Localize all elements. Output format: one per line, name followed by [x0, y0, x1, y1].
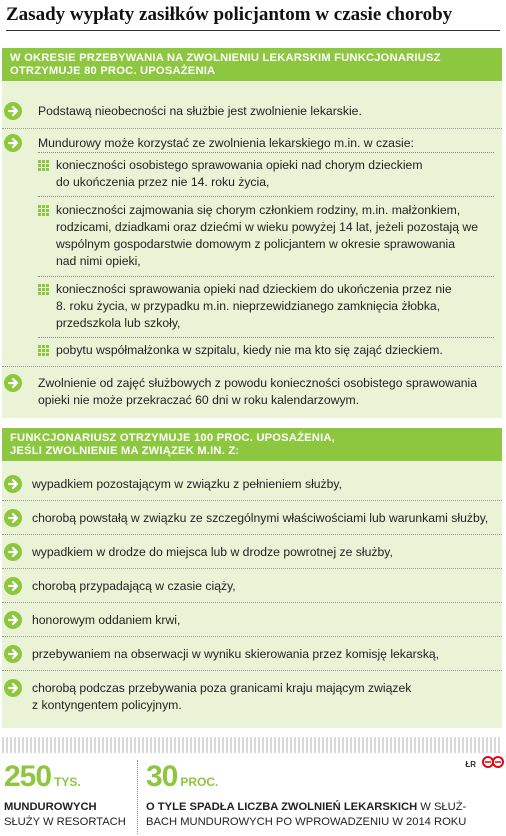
- divider: [38, 152, 494, 153]
- arrow-right-icon: [4, 102, 22, 120]
- divider: [38, 196, 494, 197]
- sub-item: pobytu współmałżonka w szpitalu, kiedy nie ma kto się zająć dzieckiem.: [38, 342, 494, 362]
- stat-250: 250 TYS. MUNDUROWYCH SŁUŻY W RESORTACH: [4, 760, 126, 828]
- list-item: Podstawą nieobecności na służbie jest zwolnienie lekarskie.: [2, 100, 502, 124]
- arrow-right-icon: [4, 611, 22, 629]
- decorative-stripe: [2, 737, 502, 753]
- arrow-right-icon: [4, 374, 22, 392]
- grid-bullet-icon: [38, 160, 49, 171]
- divider: [137, 760, 138, 834]
- section-100-percent: [2, 428, 502, 728]
- page-title: Zasady wypłaty zasiłków policjantom w czasie choroby: [6, 4, 500, 31]
- divider: [2, 500, 502, 501]
- sub-item: konieczności zajmowania się chorym członkiem rodziny, m.in. małżonkiem, rodzicami, dziadkami oraz dziećmi w wieku powyżej 14 lat, jeżeli pozostają we wspólnym gospodarstwie domowym z policjantem w okresie sprawowania nad nimi opieki,: [38, 202, 494, 272]
- list-item: honorowym oddaniem krwi,: [2, 608, 502, 632]
- divider: [2, 366, 502, 367]
- author-credit: ŁR: [465, 760, 476, 769]
- sub-item: konieczności osobistego sprawowania opieki nad chorym dzieckiem do ukończenia przez nie 14. roku życia,: [38, 157, 494, 193]
- sub-item: konieczności sprawowania opieki nad dzieckiem do ukończenia przez nie 8. roku życia, w przypadku m.in. nieprzewidzianego zamknięcia żłobka, przedszkola lub szkoły,: [38, 281, 494, 333]
- divider: [2, 568, 502, 569]
- list-item: Zwolnienie od zajęć służbowych z powodu konieczności osobistego sprawowania opieki nie może przekraczać 60 dni w roku kalendarzowym.: [2, 372, 502, 412]
- stat-30: 30 PROC. O TYLE SPADŁA LICZBA ZWOLNIEŃ LEKARSKICH W SŁUŻ- BACH MUNDUROWYCH PO WPROWADZENIU W 2014 ROKU: [146, 760, 467, 828]
- divider: [2, 636, 502, 637]
- divider: [38, 276, 494, 277]
- grid-bullet-icon: [38, 205, 49, 216]
- divider: [2, 534, 502, 535]
- divider: [2, 128, 502, 129]
- divider: [38, 337, 494, 338]
- section-heading: W OKRESIE PRZEBYWANIA NA ZWOLNIENIU LEKARSKIM FUNKCJONARIUSZ OTRZYMUJE 80 PROC. UPOSAŻENIA: [2, 48, 502, 81]
- divider: [2, 602, 502, 603]
- arrow-right-icon: [4, 509, 22, 527]
- section-80-percent: [2, 48, 502, 418]
- list-item: chorobą podczas przebywania poza granicami kraju mającym związek z kontyngentem policyjnym.: [2, 676, 502, 720]
- list-item: Mundurowy może korzystać ze zwolnienia lekarskiego m.in. w czasie:: [2, 132, 502, 156]
- divider: [2, 670, 502, 671]
- list-item: chorobą przypadającą w czasie ciąży,: [2, 574, 502, 598]
- arrow-right-icon: [4, 577, 22, 595]
- arrow-right-icon: [4, 134, 22, 152]
- list-item: chorobą powstałą w związku ze szczególnymi właściwościami lub warunkami służby,: [2, 506, 502, 530]
- grid-bullet-icon: [38, 284, 49, 295]
- arrow-right-icon: [4, 475, 22, 493]
- arrow-right-icon: [4, 543, 22, 561]
- list-item: wypadkiem w drodze do miejsca lub w drodze powrotnej ze służby,: [2, 540, 502, 564]
- section-heading: FUNKCJONARIUSZ OTRZYMUJE 100 PROC. UPOSAŻENIA, JEŚLI ZWOLNIENIE MA ZWIĄZEK M.IN. Z:: [2, 428, 502, 461]
- arrow-right-icon: [4, 679, 22, 697]
- brand-logo-icon: [482, 756, 504, 768]
- list-item: przebywaniem na obserwacji w wyniku skierowania przez komisję lekarską,: [2, 642, 502, 666]
- grid-bullet-icon: [38, 345, 49, 356]
- arrow-right-icon: [4, 645, 22, 663]
- list-item: wypadkiem pozostającym w związku z pełnieniem służby,: [2, 472, 502, 496]
